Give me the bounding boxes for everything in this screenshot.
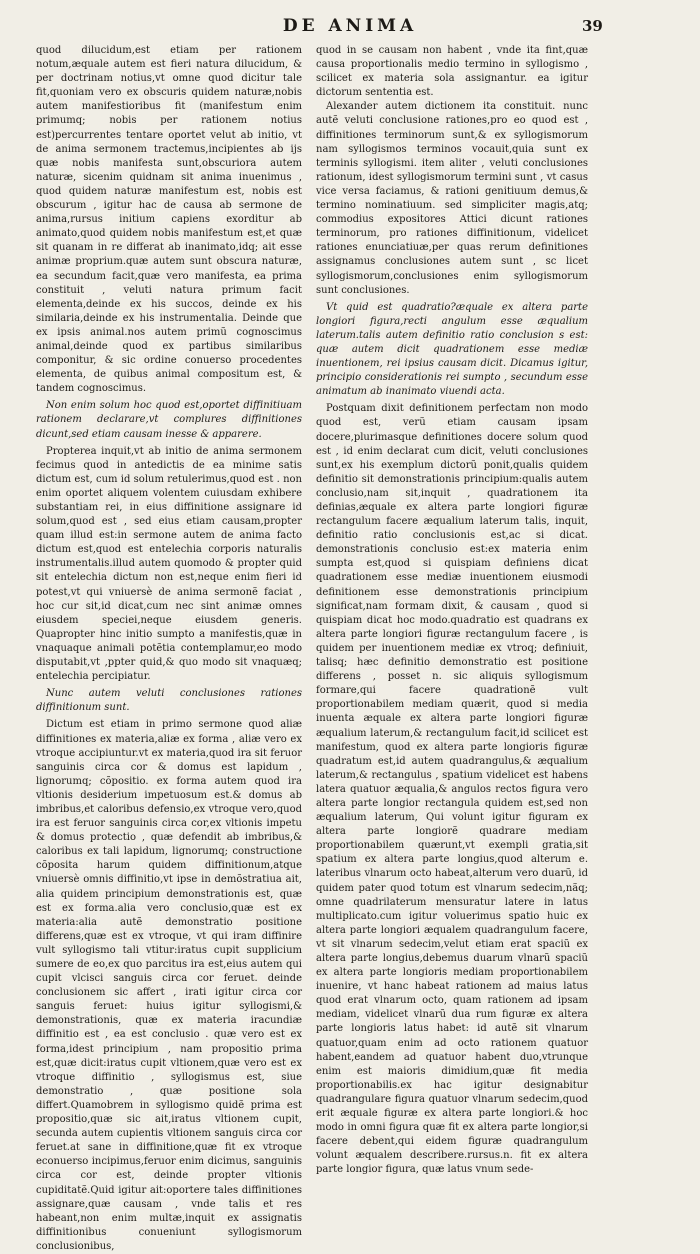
lemma-paragraph: Non enim solum hoc quod est,oportet diffinitiuam rationem declarare,vt complures diffinitiones dicunt,sed etiam causam inesse & apparere. bbox=[36, 400, 302, 440]
paragraph: Postquam dixit definitionem perfectam non modo quod est, verũ etiam causam ipsam docere,plurimasque definitiones docere solum quod est , id enim declarat cum dicit, veluti conclusiones sunt,ex his exemplum dictorũ ponit,qualis quidem definitio sit demonstrationis principium:qualis autem conclusio,nam sit,inquit , quadrationem ita definias,æquale ex altera parte longiori figuræ rectangulum facere æqualium laterum talis, inquit, definitio ratio conclusionis est,ac si dicat. demonstrationis conclusio est:ex materia enim sumpta est,quod si quispiam definiens dicat quadrationem esse mediæ inuentionem eiusmodi definitionem esse demonstrationis principium significat,nam formam dixit, & causam , quod si quispiam dicat hoc modo.quadratio est quadrans ex altera parte longiori figuræ rectangulum facere , is quidem per inuentionem mediæ ex vtroq; definiuit, talisq; hæc definitio demonstratio est positione differens , posset n. sic aliquis syllogismum formare,qui facere quadrationẽ vult proportionabilem mediam quærit, quod si media inuenta æquale ex altera parte longiori figuræ æqualium laterum,& rectangulum facit,id scilicet est manifestum, quod ex altera parte longioris figuræ quadratum est,id autem quadrangulus,& æqualium laterum,& rectangulus , spatium videlicet est habens latera quatuor æqualia,& angulos rectos figura vero altera parte longior rectangula quidem est,sed non æqualium laterum, Qui volunt igitur figuram ex altera parte longiorẽ quadrare mediam proportionabilem quærunt,vt exempli gratia,sit spatium ex altera parte longius,quod alterum e. lateribus vlnarum octo habeat,alterum vero duarũ, id quidem pater quod totum est vlnarum sedecim,nãq; omne quadrilaterum mensuratur latere in latus multiplicato.cum igitur voluerimus spatio huic ex altera parte longiori æqualem quadrangulum facere, vt sit vlnarum sedecim,velut etiam erat spaciũ ex altera parte longius,debemus duarum vlnarũ spaciũ ex altera parte longioris mediam proportionabilem inuenire, vt hanc habeat rationem ad maius latus quod erat vlnarum octo, quam rationem ad ipsam mediam, videlicet vlnarũ dua rum figuræ ex altera parte longioris latus habet: id autẽ sit vlnarum quatuor,quam enim ad octo rationem quatuor habent,eandem ad quatuor habent duo,vtrunque enim est maioris dimidium,quæ fit media proportionabilis.ex hac igitur designabitur quadrangulare figura quatuor vlnarum sedecim,quod erit æquale figuræ ex altera parte longiori.& hoc modo in omni figura quæ fit ex altera parte longior,si facere debent,qui eidem figuræ quadrangulum volunt æqualem describere.rursus.n. fit ex altera parte longior figura, quæ latus vnum sede- bbox=[316, 403, 588, 1176]
page-number: 39 bbox=[582, 17, 603, 35]
paragraph: Alexander autem dictionem ita constituit. nunc autẽ veluti conclusione rationes,pro eo quod est , diffinitiones terminorum sunt,& ex syllogismorum nam syllogismos terminos vocauit,quia sunt ex terminis syllogismi. item aliter , veluti conclusiones rationum, idest syllogismorum termini sunt , vt casus vice versa faciamus, & rationi genitiuum demus,& termino nominatiuum. sed simpliciter magis,atq; commodius expositores Attici dicunt rationes terminorum, pro rationes diffinitionum, videlicet rationes enunciatiuæ,per quas rerum definitiones assignamus conclusiones autem sunt , sc licet syllogismorum,conclusiones enim syllogismorum sunt conclusiones. bbox=[316, 101, 588, 296]
lemma-paragraph: Nunc autem veluti conclusiones rationes diffinitionum sunt. bbox=[36, 688, 302, 714]
paragraph: quod in se causam non habent , vnde ita fint,quæ causa proportionalis medio termino in syllogismo , scilicet ex materia sola assignantur. ea igitur dictorum sententia est. bbox=[316, 45, 588, 99]
left-column bbox=[36, 44, 302, 1252]
paragraph: Dictum est etiam in primo sermone quod aliæ diffinitiones ex materia,aliæ ex forma , aliæ vero ex vtroque accipiuntur.vt ex materia,quod ira sit feruor sanguinis circa cor & domus est lapidum , lignorumq; cõpositio. ex forma autem quod ira vltionis desiderium impetuosum est.& domus ab imbribus,et caloribus defensio,ex vtroque vero,quod ira est feruor sanguinis circa cor,ex vltionis impetu & domus protectio , quæ defendit ab imbribus,& caloribus ex tali lapidum, lignorumq; constructione cõposita harum quidem diffinitionum,atque vniuersè omnis diffinitio,vt ipse in demõstratiua ait, alia quidem principium demonstrationis est, quæ est ex forma.alia vero conclusio,quæ est ex materia:alia autẽ demonstratio positione differens,quæ est ex vtroque, vt qui iram diffinire vult syllogismo tali vtitur:iratus cupit supplicium sumere de eo,ex quo parcitus ira est,eius autem qui cupit vlcisci sanguis circa cor feruet. deinde conclusionem sic affert , irati igitur circa cor sanguis feruet: huius igitur syllogismi,& demonstrationis, quæ ex materia iracundiæ diffinitio est , ea est conclusio . quæ vero est ex forma,idest principium , nam propositio prima est,quæ dicit:iratus cupit vltionem,quæ vero est ex vtroque diffinitio , syllogismus est, siue demonstratio , quæ positione sola differt.Quamobrem in syllogismo quidẽ prima est propositio,quæ sic ait,iratus vltionem cupit, secunda autem cupientis vltionem sanguis circa cor feruet.at sane in diffinitione,quæ fit ex vtroque econuerso incipimus,feruor enim dicimus, sanguinis circa cor est, deinde propter vltionis cupiditatẽ.Quid igitur ait:oportere tales diffinitiones assignare,quæ causam , vnde talis et res habeant,non enim multæ,inquit ex assignatis diffinitionibus conueniunt syllogismorum conclusionibus, bbox=[36, 719, 302, 1252]
paragraph: Propterea inquit,vt ab initio de anima sermonem fecimus quod in antedictis de ea minime satis dictum est, cum id solum retulerimus,quod est . non enim oportet aliquem volentem cuiusdam exhibere substantiam rei, in eius diffinitione assignare id solum,quod est , sed eius etiam causam,propter quam illud est:in sermone autem de anima facto dictum est,quod est entelechia corporis naturalis instrumentalis.illud autem quomodo & propter quid sit entelechia dictum non est,neque enim fieri id potest,vt qui vniuersè de anima sermonẽ faciat , hoc cur sit,id dicat,cum nec sint animæ omnes eiusdem speciei,neque eiusdem generis. Quapropter hinc initio sumpto a manifestis,quæ in vnaquaque animali potẽtia contemplamur,eo modo disputabit,vt ,ppter quid,& quo modo sit vnaquæq; entelechia percipiatur. bbox=[36, 445, 302, 683]
right-column bbox=[316, 44, 588, 1176]
paragraph: quod dilucidum,est etiam per rationem notum,æquale autem est fieri natura dilucidum, & per doctrinam notius,vt omne quod dicitur tale fit,quoniam vero ex obscuris quidem naturæ,nobis autem manifestioribus fit (manifestum enim primumq; nobis per rationem notius est)percurrentes tentare oportet velut ab initio, vt de anima sermonem tractemus,incipientes ab ijs quæ nobis manifesta sunt,obscuriora autem naturæ, sicenim quidnam sit anima inuenimus , quod quidem naturæ manifestum est, nobis est obscurum , igitur hac de causa ab sermone de anima,rursus initium capiens exorditur ab animato,quod quidem nobis manifestum est,et quæ sit quanam in re differat ab inanimato,idq; ait esse animæ proprium.quæ autem sunt obscura naturæ, ea secundum facit,quæ vero manifesta, ea prima constituit , veluti natura primum facit elementa,deinde ex his succos, deinde ex his similaria,deinde ex his instrumentalia. Deinde que ex ipsis animal.nos autem primũ cognoscimus animal,deinde quod ex partibus similaribus componitur, & sic ordine conuerso procedentes elementa, de quibus animal compositum est, & tandem cognoscimus. bbox=[36, 45, 302, 395]
lemma-paragraph: Vt quid est quadratio?æquale ex altera parte longiori figura,recti angulum esse æqualium laterum.talis autem definitio ratio conclusion s est: quæ autem dicit quadrationem esse mediæ inuentionem, rei ipsius causam dicit. Dicamus igitur, principio considerationis rei sumpto , secundum esse animatum ab inanimato viuendi acta. bbox=[316, 301, 588, 398]
running-title: DE ANIMA bbox=[282, 16, 418, 36]
